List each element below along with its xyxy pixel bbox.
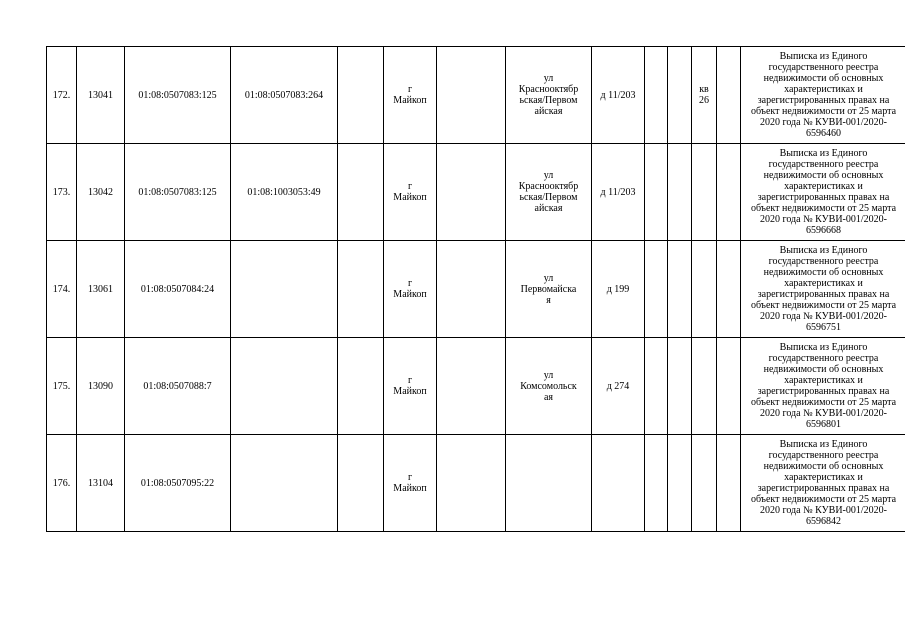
- empty-cell: [338, 241, 384, 338]
- source-document: Выписка из Единого государственного реестра недвижимости об основных характеристиках и зарегистрированных правах на объект недвижимости от 25 марта 2020 года № КУВИ-001/2020- 6596668: [741, 144, 905, 241]
- registry-id: 13041: [77, 47, 125, 144]
- empty-cell: [717, 47, 741, 144]
- locality: г Майкоп: [384, 241, 437, 338]
- related-cadastral-number: [231, 338, 338, 435]
- source-document: Выписка из Единого государственного реестра недвижимости об основных характеристиках и зарегистрированных правах на объект недвижимости от 25 марта 2020 года № КУВИ-001/2020- 6596460: [741, 47, 905, 144]
- street: ул Комсомольск ая: [506, 338, 592, 435]
- registry-id: 13090: [77, 338, 125, 435]
- house-number: д 11/203: [592, 144, 645, 241]
- registry-body: [47, 47, 905, 532]
- empty-cell: [437, 144, 506, 241]
- street: [506, 435, 592, 532]
- registry-id: 13061: [77, 241, 125, 338]
- registry-id: 13104: [77, 435, 125, 532]
- empty-cell: [717, 241, 741, 338]
- house-number: д 274: [592, 338, 645, 435]
- empty-cell: [717, 338, 741, 435]
- empty-cell: [437, 241, 506, 338]
- related-cadastral-number: [231, 241, 338, 338]
- street: ул Первомайска я: [506, 241, 592, 338]
- apartment-number: [692, 241, 717, 338]
- cadastral-number: 01:08:0507088:7: [125, 338, 231, 435]
- apartment-number: кв 26: [692, 47, 717, 144]
- empty-cell: [645, 47, 668, 144]
- cadastral-number: 01:08:0507095:22: [125, 435, 231, 532]
- empty-cell: [437, 338, 506, 435]
- street: ул Краснооктябр ьская/Первом айская: [506, 47, 592, 144]
- empty-cell: [668, 241, 692, 338]
- empty-cell: [338, 435, 384, 532]
- street: ул Краснооктябр ьская/Первом айская: [506, 144, 592, 241]
- related-cadastral-number: 01:08:0507083:264: [231, 47, 338, 144]
- table-row: [47, 241, 905, 338]
- source-document: Выписка из Единого государственного реестра недвижимости об основных характеристиках и зарегистрированных правах на объект недвижимости от 25 марта 2020 года № КУВИ-001/2020- 6596801: [741, 338, 905, 435]
- empty-cell: [645, 241, 668, 338]
- empty-cell: [437, 435, 506, 532]
- apartment-number: [692, 435, 717, 532]
- apartment-number: [692, 338, 717, 435]
- table-row: [47, 338, 905, 435]
- table-row: [47, 435, 905, 532]
- empty-cell: [717, 144, 741, 241]
- house-number: д 199: [592, 241, 645, 338]
- empty-cell: [668, 144, 692, 241]
- row-number: 175.: [47, 338, 77, 435]
- property-registry-table: [46, 46, 905, 532]
- row-number: 176.: [47, 435, 77, 532]
- row-number: 174.: [47, 241, 77, 338]
- locality: г Майкоп: [384, 435, 437, 532]
- table-row: [47, 47, 905, 144]
- empty-cell: [668, 435, 692, 532]
- table-row: [47, 144, 905, 241]
- source-document: Выписка из Единого государственного реестра недвижимости об основных характеристиках и зарегистрированных правах на объект недвижимости от 25 марта 2020 года № КУВИ-001/2020- 6596751: [741, 241, 905, 338]
- source-document: Выписка из Единого государственного реестра недвижимости об основных характеристиках и зарегистрированных правах на объект недвижимости от 25 марта 2020 года № КУВИ-001/2020- 6596842: [741, 435, 905, 532]
- empty-cell: [717, 435, 741, 532]
- locality: г Майкоп: [384, 144, 437, 241]
- locality: г Майкоп: [384, 338, 437, 435]
- empty-cell: [645, 144, 668, 241]
- empty-cell: [338, 338, 384, 435]
- empty-cell: [437, 47, 506, 144]
- row-number: 173.: [47, 144, 77, 241]
- row-number: 172.: [47, 47, 77, 144]
- empty-cell: [645, 435, 668, 532]
- registry-id: 13042: [77, 144, 125, 241]
- cadastral-number: 01:08:0507084:24: [125, 241, 231, 338]
- house-number: д 11/203: [592, 47, 645, 144]
- cadastral-number: 01:08:0507083:125: [125, 47, 231, 144]
- empty-cell: [668, 338, 692, 435]
- apartment-number: [692, 144, 717, 241]
- related-cadastral-number: 01:08:1003053:49: [231, 144, 338, 241]
- empty-cell: [338, 47, 384, 144]
- empty-cell: [645, 338, 668, 435]
- house-number: [592, 435, 645, 532]
- empty-cell: [338, 144, 384, 241]
- empty-cell: [668, 47, 692, 144]
- locality: г Майкоп: [384, 47, 437, 144]
- related-cadastral-number: [231, 435, 338, 532]
- cadastral-number: 01:08:0507083:125: [125, 144, 231, 241]
